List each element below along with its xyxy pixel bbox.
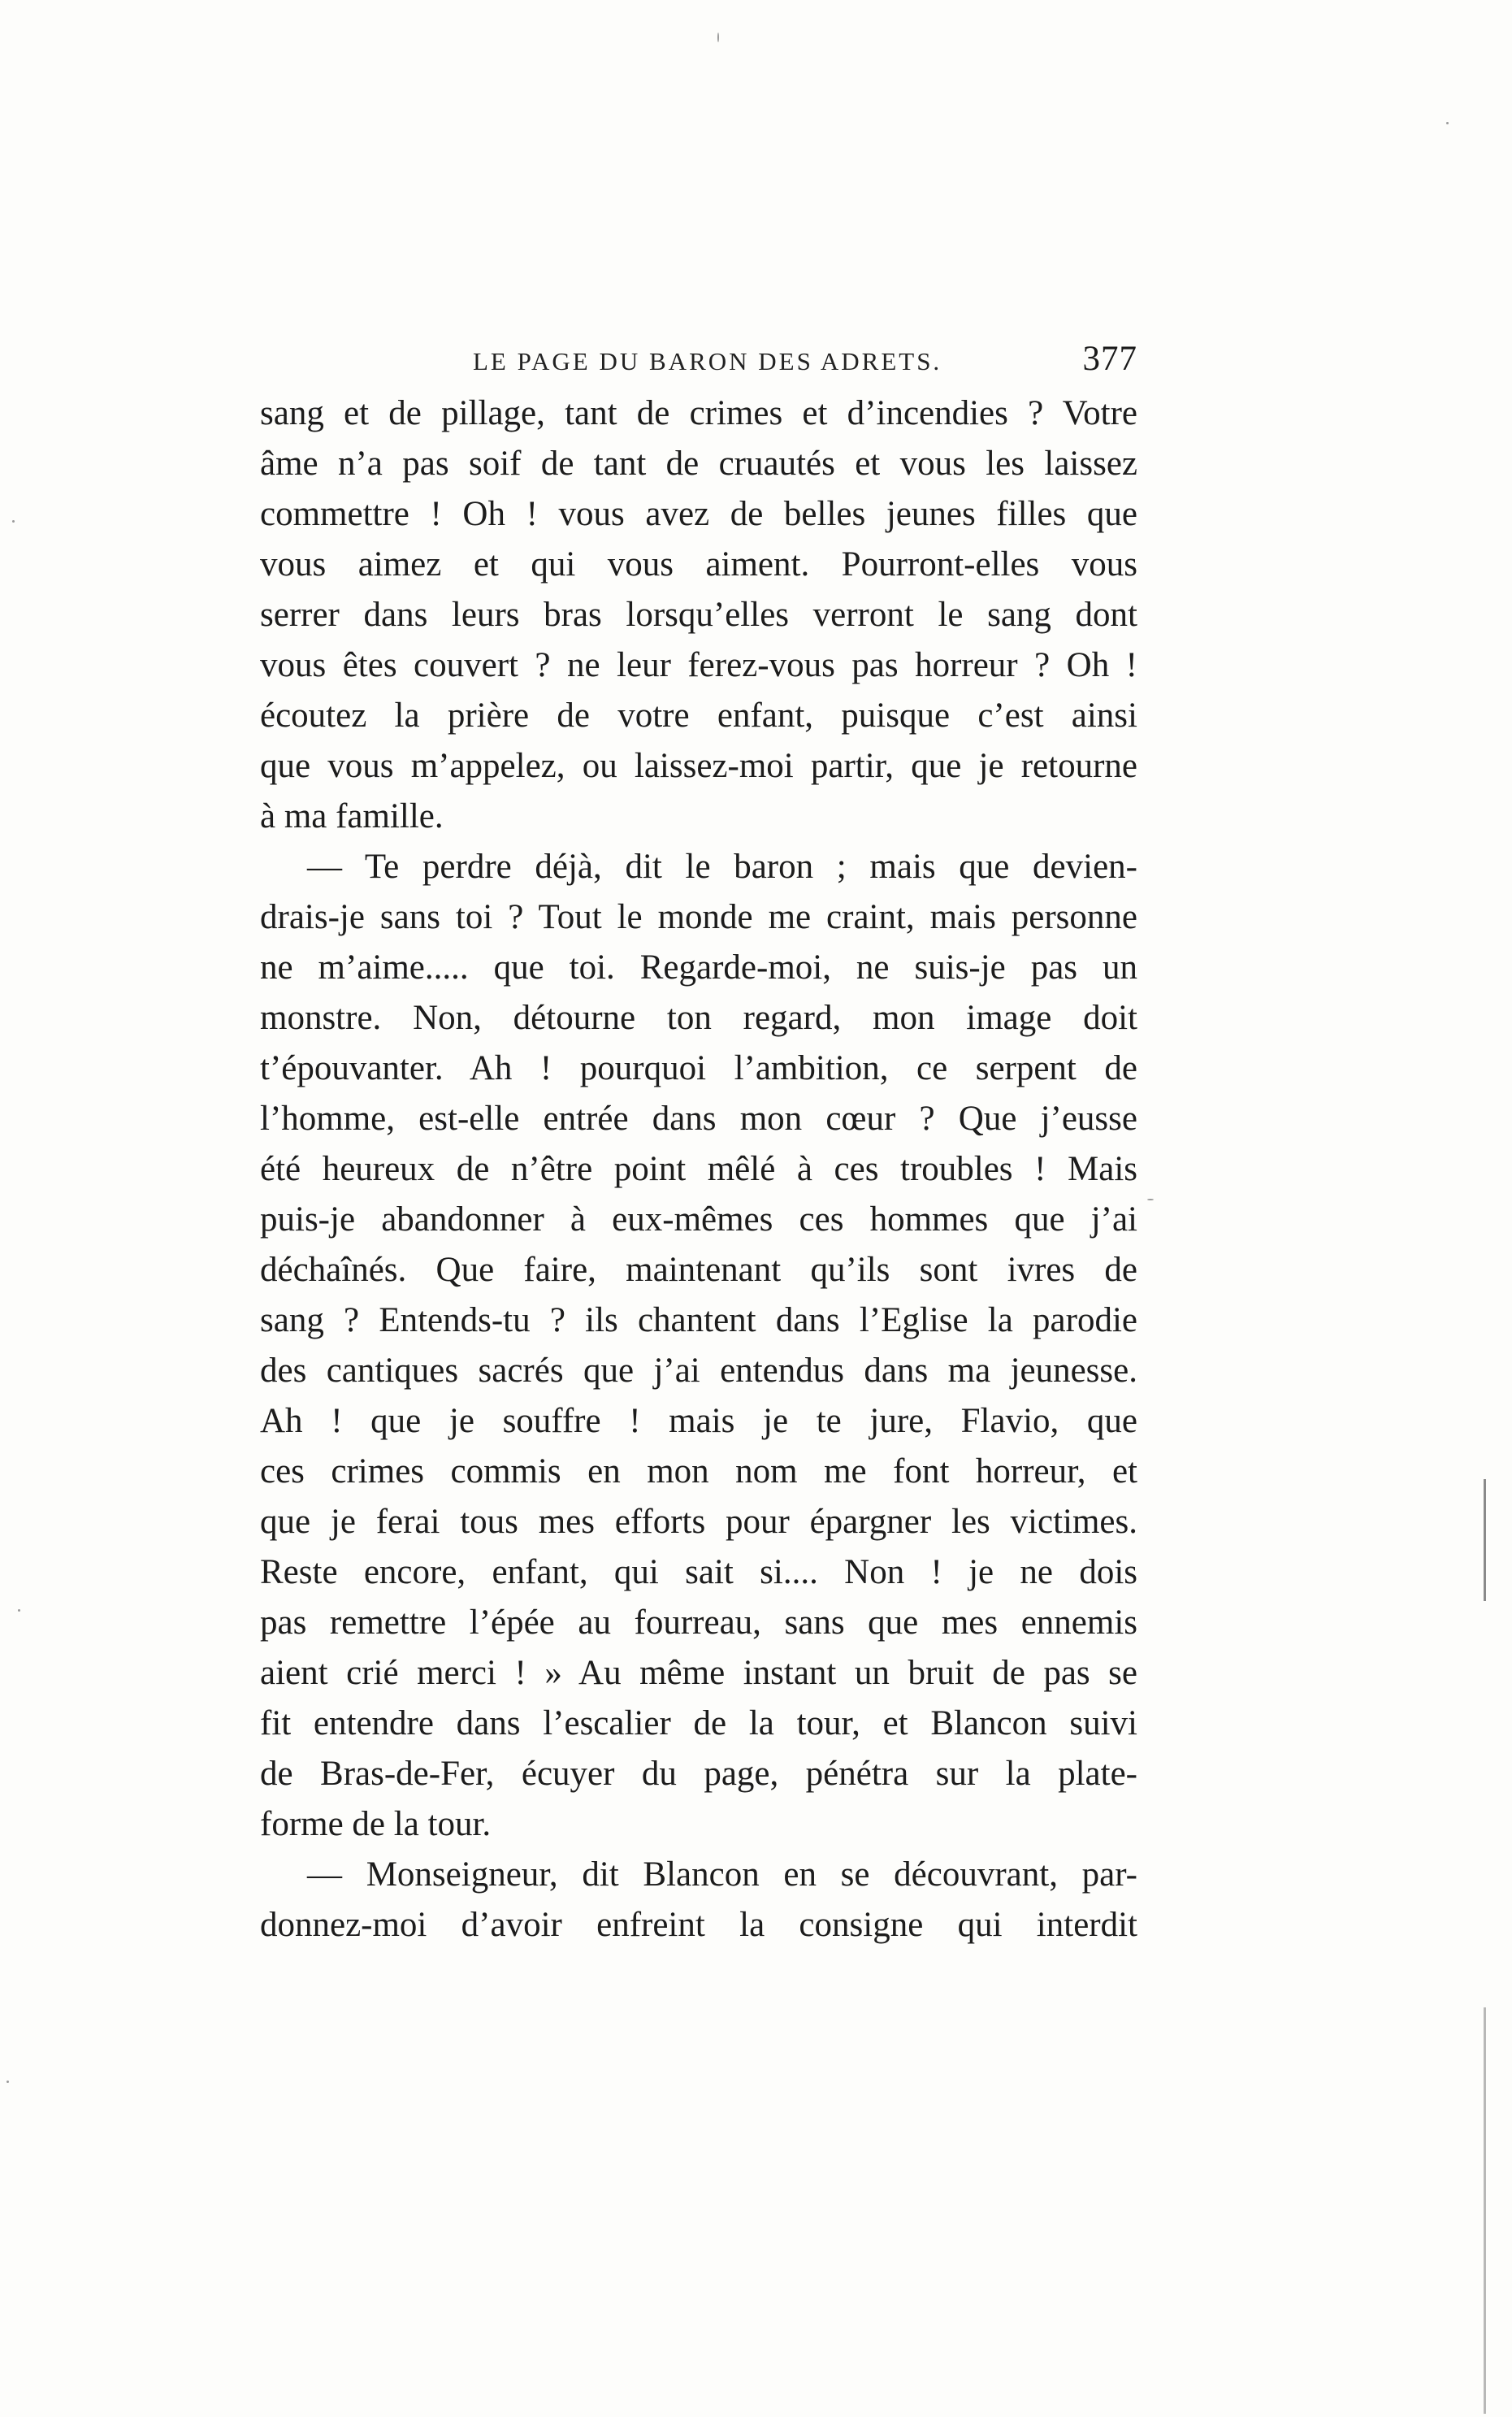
text-line-31: donnez-moi d’avoir enfreint la consigne qui interdit [260, 1906, 1137, 1944]
scan-margin-line [1484, 1479, 1486, 1601]
text-line-7: écoutez la prière de votre enfant, puisque c’est ainsi [260, 696, 1137, 735]
text-line-1: sang et de pillage, tant de crimes et d’incendies ? Votre [260, 394, 1137, 432]
scan-speck [1446, 122, 1449, 124]
text-line-26: aient crié merci ! » Au même instant un bruit de pas se [260, 1654, 1137, 1692]
text-line-8: que vous m’appelez, ou laissez-moi partir, que je retourne [260, 747, 1137, 785]
page-number: 377 [1082, 340, 1137, 378]
text-line-19: sang ? Entends-tu ? ils chantent dans l’Eglise la parodie [260, 1301, 1137, 1339]
text-line-28: de Bras-de-Fer, écuyer du page, pénétra sur la plate- [260, 1755, 1137, 1793]
text-line-21: Ah ! que je souffre ! mais je te jure, Flavio, que [260, 1402, 1137, 1440]
text-line-9: à ma famille. [260, 797, 444, 835]
text-line-3: commettre ! Oh ! vous avez de belles jeunes filles que [260, 495, 1137, 533]
scan-margin-line [1484, 2007, 1486, 2414]
text-line-20: des cantiques sacrés que j’ai entendus dans ma jeunesse. [260, 1352, 1137, 1390]
text-line-12: ne m’aime..... que toi. Regarde-moi, ne suis-je pas un [260, 948, 1137, 987]
text-line-29: forme de la tour. [260, 1805, 492, 1843]
text-line-4: vous aimez et qui vous aiment. Pourront-elles vous [260, 545, 1137, 584]
text-line-25: pas remettre l’épée au fourreau, sans que mes ennemis [260, 1603, 1137, 1642]
scan-speck [717, 33, 719, 42]
running-title: LE PAGE DU BARON DES ADRETS. [473, 347, 942, 375]
text-line-23: que je ferai tous mes efforts pour épargner les victimes. [260, 1503, 1137, 1541]
text-line-16: été heureux de n’être point mêlé à ces troubles ! Mais [260, 1150, 1137, 1188]
text-line-27: fit entendre dans l’escalier de la tour, et Blancon suivi [260, 1704, 1137, 1742]
scan-speck [12, 520, 15, 523]
text-line-6: vous êtes couvert ? ne leur ferez-vous pas horreur ? Oh ! [260, 646, 1137, 684]
text-line-2: âme n’a pas soif de tant de cruautés et vous les laissez [260, 445, 1137, 483]
scan-speck [6, 2081, 9, 2083]
text-line-5: serrer dans leurs bras lorsqu’elles verront le sang dont [260, 596, 1137, 634]
running-head [260, 337, 1137, 386]
text-line-24: Reste encore, enfant, qui sait si.... Non ! je ne dois [260, 1553, 1137, 1591]
text-line-17: puis-je abandonner à eux-mêmes ces hommes que j’ai [260, 1200, 1137, 1239]
body-text [260, 388, 1137, 1951]
text-line-13: monstre. Non, détourne ton regard, mon image doit [260, 999, 1137, 1037]
text-line-14: t’épouvanter. Ah ! pourquoi l’ambition, ce serpent de [260, 1049, 1137, 1087]
text-line-11: drais-je sans toi ? Tout le monde me craint, mais personne [260, 898, 1137, 936]
text-line-22: ces crimes commis en mon nom me font horreur, et [260, 1452, 1137, 1491]
scan-speck [1147, 1199, 1154, 1200]
text-line-18: déchaînés. Que faire, maintenant qu’ils sont ivres de [260, 1251, 1137, 1289]
text-line-30: — Monseigneur, dit Blancon en se découvrant, par- [307, 1855, 1137, 1894]
text-line-10: — Te perdre déjà, dit le baron ; mais que devien- [307, 848, 1137, 886]
text-line-15: l’homme, est-elle entrée dans mon cœur ? Que j’eusse [260, 1100, 1137, 1138]
scan-speck [18, 1609, 20, 1612]
